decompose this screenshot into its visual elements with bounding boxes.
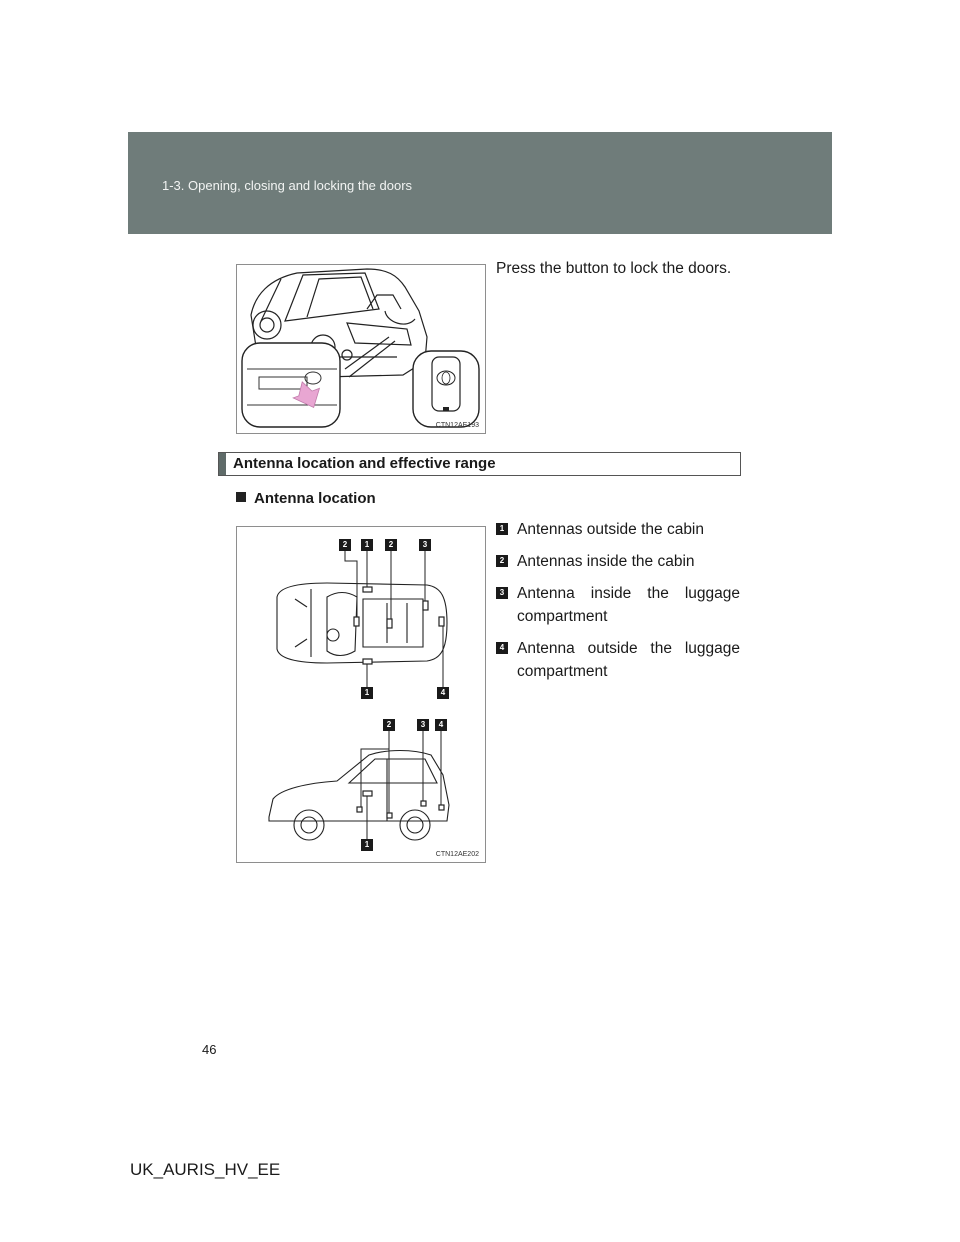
- legend-number: 1: [496, 523, 508, 535]
- legend-text: Antennas inside the cabin: [517, 553, 695, 570]
- diagram-label: 2: [385, 539, 397, 551]
- diagram-label: 1: [361, 687, 373, 699]
- subsection-title: Antenna location: [254, 490, 376, 507]
- legend-text: Antennas outside the cabin: [517, 521, 704, 538]
- legend-item: [496, 550, 740, 573]
- figure-code: CTN12AE193: [435, 422, 479, 429]
- diagram-label: 1: [361, 839, 373, 851]
- page-number: 46: [202, 1042, 217, 1057]
- diagram-label: 3: [417, 719, 429, 731]
- legend-item: [496, 582, 740, 628]
- chapter-header: [128, 132, 832, 234]
- bullet-square-icon: [236, 492, 246, 502]
- legend-item: [496, 637, 740, 683]
- diagram-label: 2: [383, 719, 395, 731]
- document-code: UK_AURIS_HV_EE: [130, 1160, 281, 1179]
- diagram-label: 2: [339, 539, 351, 551]
- figure-antenna-locations: [236, 526, 486, 863]
- antenna-legend: [496, 518, 740, 692]
- chapter-title: 1-3. Opening, closing and locking the doors: [162, 178, 413, 193]
- section-title: Antenna location and effective range: [233, 455, 496, 472]
- legend-item: [496, 518, 740, 541]
- legend-number: 3: [496, 587, 508, 599]
- subsection-heading: [236, 490, 376, 507]
- legend-text: Antenna outside the luggage compartment: [517, 640, 740, 680]
- legend-text: Antenna inside the luggage compartment: [517, 585, 740, 625]
- section-heading: [218, 452, 741, 476]
- rear-car-illustration: [237, 265, 485, 433]
- diagram-label: 1: [361, 539, 373, 551]
- figure-code: CTN12AE202: [435, 851, 479, 858]
- section-accent: [219, 453, 226, 475]
- figure-rear-lock-button: [236, 264, 486, 434]
- legend-number: 4: [496, 642, 508, 654]
- diagram-label: 4: [435, 719, 447, 731]
- diagram-label: 3: [419, 539, 431, 551]
- legend-number: 2: [496, 555, 508, 567]
- diagram-label: 4: [437, 687, 449, 699]
- instruction-text: Press the button to lock the doors.: [496, 260, 732, 277]
